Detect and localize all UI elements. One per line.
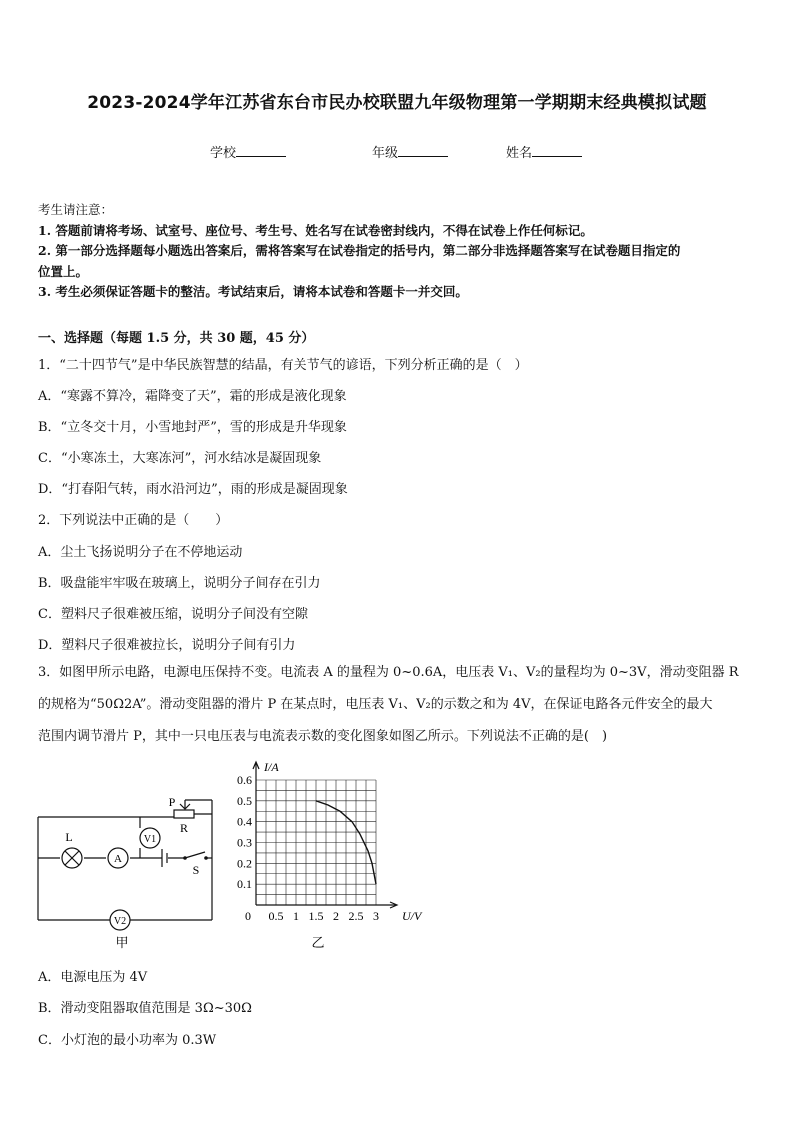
grade-blank[interactable] (398, 144, 448, 157)
v1-label: V1 (143, 834, 157, 845)
school-blank[interactable] (236, 144, 286, 157)
y-tick-label: 0.2 (237, 856, 252, 871)
q2-option-a[interactable]: A．尘土飞扬说明分子在不停地运动 (38, 545, 243, 560)
q1-option-d[interactable]: D．“打春阳气转，雨水沿河边”，雨的形成是凝固现象 (38, 482, 348, 497)
grade-field (372, 142, 448, 161)
name-label: 姓名 (506, 146, 533, 161)
name-blank[interactable] (532, 144, 582, 157)
switch-contact (204, 856, 208, 860)
x-tick-label: 0.5 (268, 909, 284, 923)
x-tick-label: 1 (293, 909, 299, 923)
x-tick-label: 3 (373, 909, 379, 923)
q2-option-b[interactable]: B．吸盘能牢牢吸在玻璃上，说明分子间存在引力 (38, 576, 321, 591)
origin-label: 0 (245, 909, 251, 923)
q3-line: 的规格为“50Ω2A”。滑动变阻器的滑片 P 在某点时，电压表 V₁、V₂的示数之和为 4V，在保证电路各元件安全的最大 (38, 697, 713, 712)
q1-option-c[interactable]: C．“小寒冻土，大寒冻河”，河水结冰是凝固现象 (38, 451, 322, 466)
page-title: 2023-2024学年江苏省东台市民办校联盟九年级物理第一学期期末经典模拟试题 (87, 93, 707, 113)
q3-option-c[interactable]: C．小灯泡的最小功率为 0.3W (38, 1033, 217, 1048)
x-tick-label: 2 (333, 909, 339, 923)
lamp-label: L (65, 830, 73, 844)
circuit-diagram (30, 790, 230, 955)
school-field (210, 142, 286, 161)
switch-contact (183, 856, 187, 860)
x-tick-label: 1.5 (308, 909, 324, 923)
chart-grid (256, 780, 376, 905)
voltmeter-v1-icon (140, 828, 160, 848)
rheostat-label: R (179, 821, 189, 835)
notice-item: 3. 考生必须保证答题卡的整洁。考试结束后，请将本试卷和答题卡一并交回。 (38, 284, 468, 299)
chart-axes (253, 762, 397, 908)
ammeter-icon (108, 848, 128, 868)
q2-option-c[interactable]: C．塑料尺子很难被压缩，说明分子间没有空隙 (38, 607, 308, 622)
chart-caption: 乙 (311, 935, 325, 950)
y-axis-label: I/A (264, 760, 279, 774)
q3-line: 3．如图甲所示电路，电源电压保持不变。电流表 A 的量程为 0~0.6A，电压表 V₁、V₂的量程均为 0~3V，滑动变阻器 R (38, 665, 739, 680)
name-field (506, 142, 582, 161)
q3-line: 范围内调节滑片 P，其中一只电压表与电流表示数的变化图象如图乙所示。下列说法不正确的是( ) (38, 729, 608, 744)
notice-item: 位置上。 (38, 263, 89, 279)
switch-label: S (192, 863, 200, 877)
x-axis-label: U/V (402, 909, 422, 923)
school-label: 学校 (210, 146, 237, 161)
notice-item: 1. 答题前请将考场、试室号、座位号、考生号、姓名写在试卷密封线内，不得在试卷上作任何标记。 (38, 222, 593, 238)
q1-option-b[interactable]: B．“立冬交十月，小雪地封严”，雪的形成是升华现象 (38, 420, 347, 435)
notice-heading: 考生请注意： (38, 202, 114, 217)
iv-chart (228, 755, 428, 955)
question-3-stem (38, 657, 754, 753)
ammeter-label: A (114, 853, 122, 865)
x-tick-label: 2.5 (348, 909, 364, 923)
q1-option-a[interactable]: A．“寒露不算冷，霜降变了天”，霜的形成是液化现象 (38, 389, 347, 404)
grade-label: 年级 (372, 146, 399, 161)
exam-notice (38, 200, 758, 303)
section-heading: 一、选择题（每题 1.5 分，共 30 题，45 分） (38, 331, 315, 346)
y-tick-label: 0.3 (237, 835, 252, 850)
y-tick-label: 0.4 (237, 814, 252, 829)
voltmeter-v2-icon (110, 910, 130, 930)
circuit-caption: 甲 (115, 935, 129, 950)
notice-item: 2. 第一部分选择题每小题选出答案后，需将答案写在试卷指定的括号内，第二部分非选择题答案写在试卷题目指定的 (38, 243, 681, 258)
slider-label: P (168, 795, 176, 809)
lamp-icon (62, 848, 82, 868)
y-tick-label: 0.5 (237, 793, 252, 808)
v2-label: V2 (113, 916, 127, 927)
q3-option-a[interactable]: A．电源电压为 4V (38, 970, 148, 985)
q3-option-b[interactable]: B．滑动变阻器取值范围是 3Ω~30Ω (38, 1001, 252, 1016)
y-tick-label: 0.1 (237, 877, 252, 892)
q2-option-d[interactable]: D．塑料尺子很难被拉长，说明分子间有引力 (38, 638, 296, 653)
y-tick-label: 0.6 (237, 773, 252, 787)
question-1-stem: 1．“二十四节气”是中华民族智慧的结晶，有关节气的谚语，下列分析正确的是（ ） (38, 358, 528, 373)
question-2-stem: 2．下列说法中正确的是（ ） (38, 513, 229, 528)
chart-ticks (237, 773, 379, 923)
